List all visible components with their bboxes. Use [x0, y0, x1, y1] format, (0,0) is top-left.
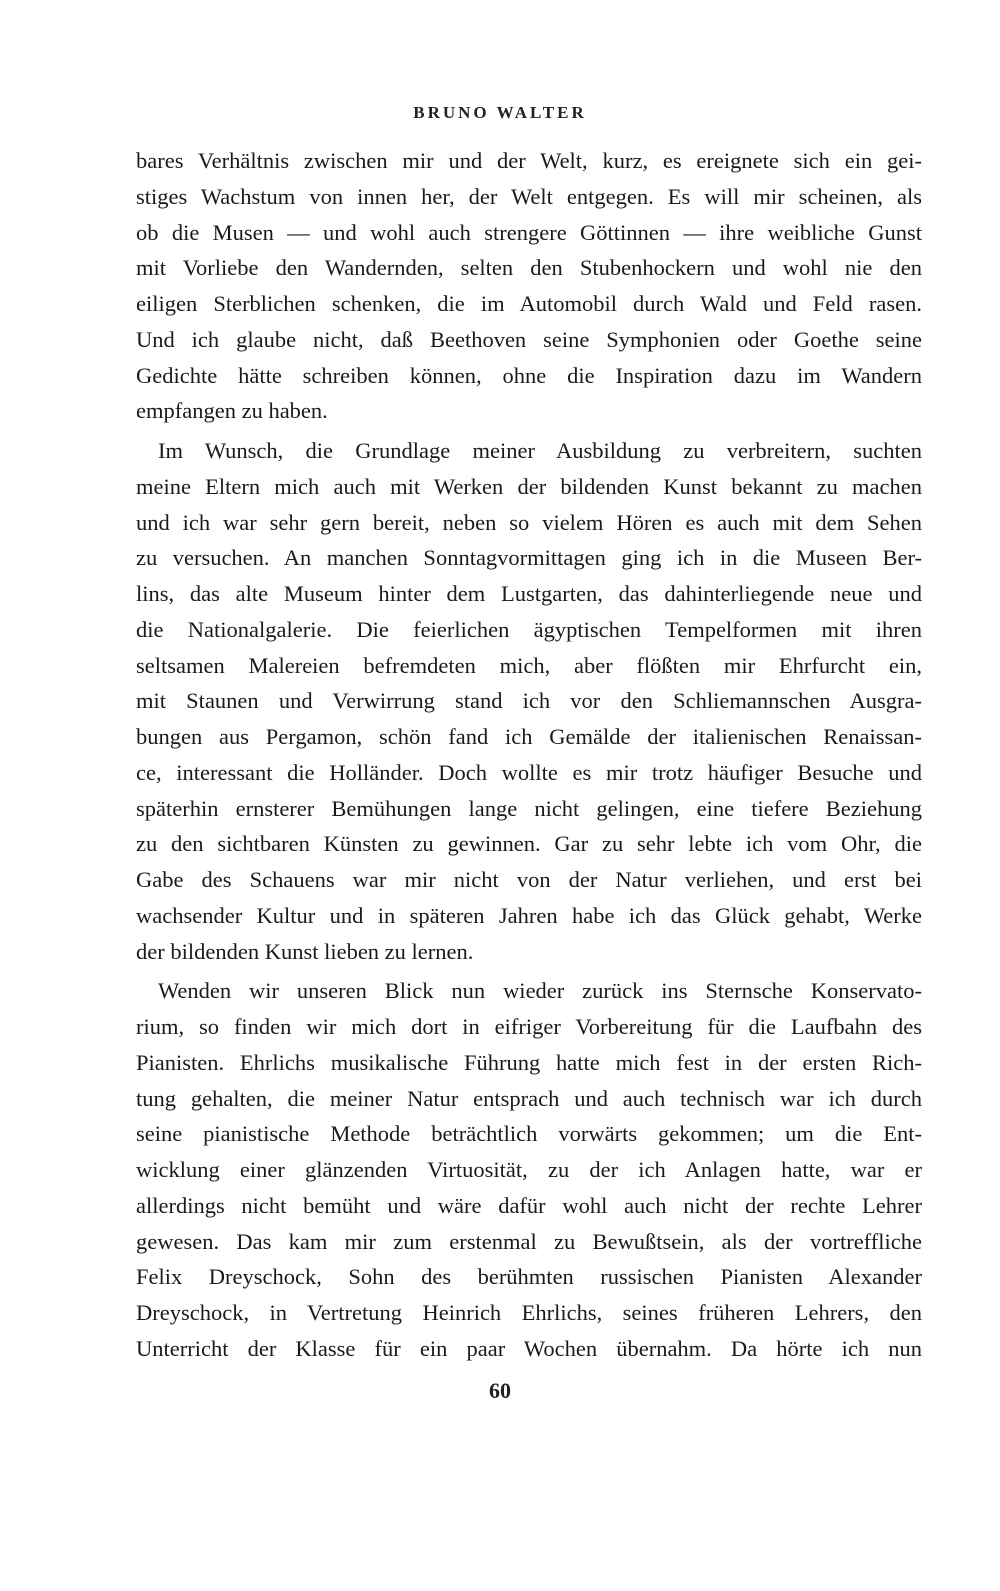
paragraph	[136, 143, 922, 429]
text-line: die Nationalgalerie. Die feierlichen ägyptischen Tempelformen mit ihren	[136, 616, 922, 642]
text-line: allerdings nicht bemüht und wäre dafür wohl auch nicht der rechte Lehrer	[136, 1192, 922, 1218]
text-line: tung gehalten, die meiner Natur entsprach und auch technisch war ich durch	[136, 1085, 922, 1111]
text-line: Gedichte hätte schreiben können, ohne die Inspiration dazu im Wandern	[136, 362, 922, 388]
text-line: Pianisten. Ehrlichs musikalische Führung hatte mich fest in der ersten Rich-	[136, 1049, 922, 1075]
text-line: seine pianistische Methode beträchtlich vorwärts gekommen; um die Ent-	[136, 1121, 922, 1147]
text-line: lins, das alte Museum hinter dem Lustgarten, das dahinterliegende neue und	[136, 581, 922, 606]
running-head: BRUNO WALTER	[413, 103, 587, 122]
text-line: bares Verhältnis zwischen mir und der Welt, kurz, es ereignete sich ein gei-	[136, 148, 922, 173]
text-line: wicklung einer glänzenden Virtuosität, zu der ich Anlagen hatte, war er	[136, 1157, 922, 1182]
text-line: Felix Dreyschock, Sohn des berühmten russischen Pianisten Alexander	[136, 1264, 922, 1290]
text-line: wachsender Kultur und in späteren Jahren habe ich das Glück gehabt, Werke	[136, 902, 922, 928]
text-line: der bildenden Kunst lieben zu lernen.	[136, 938, 474, 964]
text-line: bungen aus Pergamon, schön fand ich Gemälde der italienischen Renaissan-	[136, 724, 922, 749]
text-line: mit Vorliebe den Wandernden, selten den Stubenhockern und wohl nie den	[136, 255, 922, 281]
text-line: Wenden wir unseren Blick nun wieder zurück ins Sternsche Konservato-	[158, 978, 922, 1004]
text-line: zu versuchen. An manchen Sonntagvormittagen ging ich in die Museen Ber-	[136, 545, 922, 571]
page-number: 60	[489, 1378, 511, 1403]
text-line: Und ich glaube nicht, daß Beethoven seine Symphonien oder Goethe seine	[136, 326, 922, 352]
text-line: Gabe des Schauens war mir nicht von der Natur verliehen, und erst bei	[136, 867, 922, 892]
text-line: zu den sichtbaren Künsten zu gewinnen. Gar zu sehr lebte ich vom Ohr, die	[136, 831, 922, 857]
text-line: empfangen zu haben.	[136, 398, 328, 424]
text-line: stiges Wachstum von innen her, der Welt entgegen. Es will mir scheinen, als	[136, 183, 922, 209]
text-line: späterhin ernsterer Bemühungen lange nicht gelingen, eine tiefere Beziehung	[136, 795, 922, 821]
text-line: rium, so finden wir mich dort in eifriger Vorbereitung für die Laufbahn des	[136, 1014, 922, 1039]
text-line: Unterricht der Klasse für ein paar Wochen übernahm. Da hörte ich nun	[136, 1335, 922, 1361]
text-line: Dreyschock, in Vertretung Heinrich Ehrlichs, seines früheren Lehrers, den	[136, 1300, 922, 1325]
text-line: und ich war sehr gern bereit, neben so vielem Hören es auch mit dem Sehen	[136, 509, 922, 535]
paragraph	[136, 973, 922, 1366]
body-text	[136, 143, 922, 1367]
text-line: mit Staunen und Verwirrung stand ich vor den Schliemannschen Ausgra-	[136, 688, 922, 714]
text-line: Im Wunsch, die Grundlage meiner Ausbildung zu verbreitern, suchten	[158, 438, 922, 463]
text-line: ob die Musen — und wohl auch strengere Göttinnen — ihre weibliche Gunst	[136, 219, 922, 245]
paragraph	[136, 433, 922, 969]
text-line: seltsamen Malereien befremdeten mich, aber flößten mir Ehrfurcht ein,	[136, 652, 922, 678]
text-line: gewesen. Das kam mir zum erstenmal zu Bewußtsein, als der vortreffliche	[136, 1228, 922, 1254]
text-line: ce, interessant die Holländer. Doch wollte es mir trotz häufiger Besuche und	[136, 759, 922, 785]
text-line: eiligen Sterblichen schenken, die im Automobil durch Wald und Feld rasen.	[136, 291, 922, 316]
text-line: meine Eltern mich auch mit Werken der bildenden Kunst bekannt zu machen	[136, 473, 922, 499]
